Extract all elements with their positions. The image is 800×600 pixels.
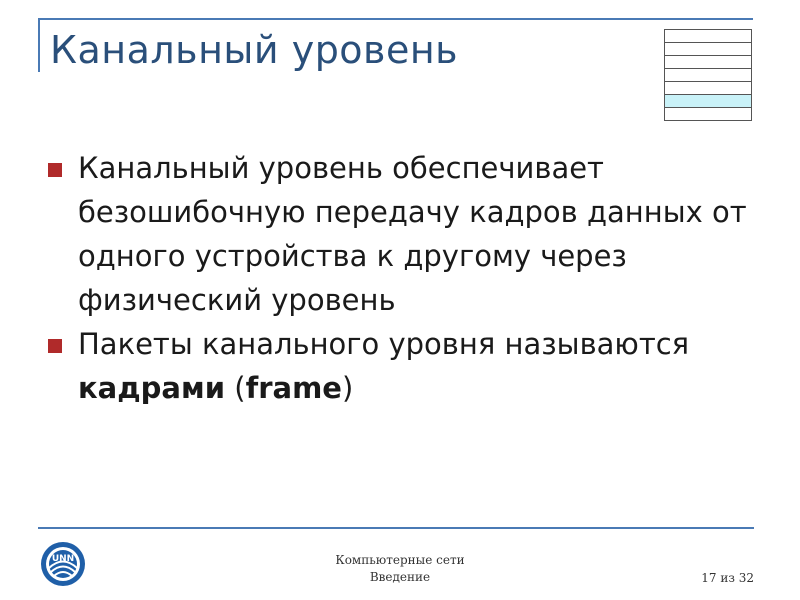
bullet-item [46, 146, 786, 322]
osi-layer-stack [664, 29, 752, 121]
logo-text: UNN [51, 554, 75, 564]
footer-caption [290, 552, 510, 586]
osi-layer [664, 68, 752, 81]
bullet-text: ( [225, 371, 246, 405]
osi-layer [664, 55, 752, 68]
bullet-text: ) [341, 371, 354, 405]
osi-layer [664, 42, 752, 55]
bullet-list [46, 146, 786, 410]
bullet-bold-term: кадрами [78, 371, 226, 405]
footer-rule [38, 527, 754, 529]
osi-layer [664, 29, 752, 42]
bullet-bold-term: frame [245, 371, 342, 405]
footer-course: Компьютерные сети [335, 553, 465, 567]
bullet-text: Пакеты канального уровня называются [78, 327, 690, 361]
bullet-item [46, 322, 786, 410]
university-logo-icon [40, 541, 86, 587]
bullet-text: Канальный уровень обеспечивает безошибочную передачу кадров данных от одного устройства к другому через физический уровень [78, 151, 747, 317]
osi-layer [664, 107, 752, 121]
title-left-rule [38, 18, 40, 72]
top-rule [38, 18, 753, 20]
osi-layer [664, 81, 752, 94]
slide-title: Канальный уровень [50, 28, 459, 72]
page-number: 17 из 32 [701, 571, 754, 585]
bullet-square-icon [48, 163, 62, 177]
footer-section: Введение [369, 570, 431, 584]
bullet-square-icon [48, 339, 62, 353]
osi-layer-data-link [664, 94, 752, 107]
